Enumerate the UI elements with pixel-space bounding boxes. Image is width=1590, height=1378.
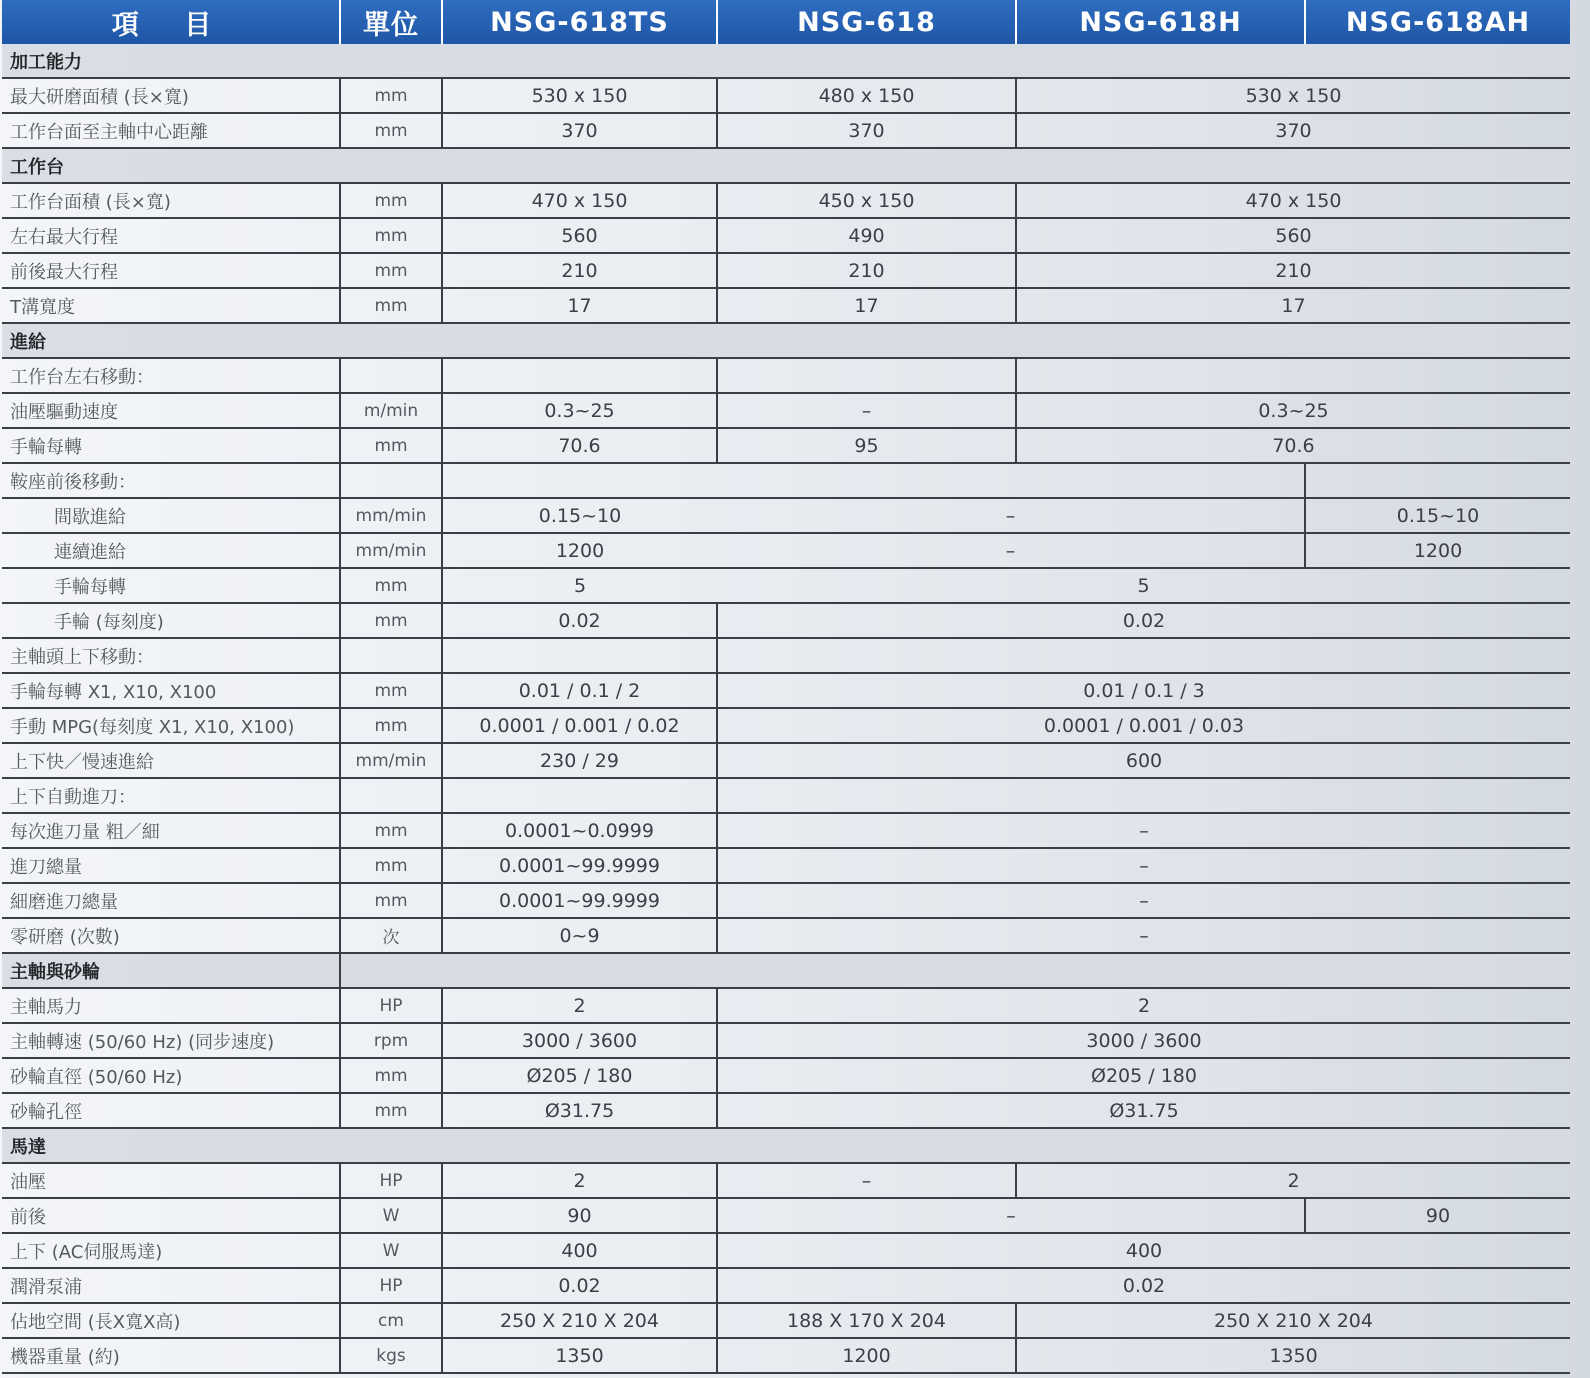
value-618h-618ah: 0.3~25 [1016, 393, 1570, 428]
section-spindle-fill [340, 953, 1570, 988]
row-unit [340, 638, 442, 673]
value-618h-618ah: 560 [1016, 218, 1570, 253]
value-618h-618ah: 250 X 210 X 204 [1016, 1303, 1570, 1338]
section-feed: 進給 [2, 323, 1570, 358]
table-row [2, 183, 1570, 218]
header-model-618ts: NSG-618TS [442, 0, 717, 44]
value-618: – [717, 393, 1016, 428]
value-other-models: 5 [717, 568, 1570, 603]
row-unit: mm [340, 848, 442, 883]
value-618ts [442, 463, 717, 498]
section-row [2, 953, 1570, 988]
table-row [2, 918, 1570, 953]
row-label: 機器重量 (約) [2, 1338, 340, 1373]
value-618h [1016, 463, 1305, 498]
value-618h-618ah: 17 [1016, 288, 1570, 323]
row-unit: rpm [340, 1023, 442, 1058]
row-label: 主軸轉速 (50/60 Hz) (同步速度) [2, 1023, 340, 1058]
table-row [2, 1268, 1570, 1303]
value-618ts: Ø205 / 180 [442, 1058, 717, 1093]
row-unit: mm [340, 78, 442, 113]
row-unit: mm/min [340, 743, 442, 778]
section-row [2, 1128, 1570, 1163]
table-row [2, 988, 1570, 1023]
table-row [2, 1093, 1570, 1128]
value-other-models: 0.0001 / 0.001 / 0.03 [717, 708, 1570, 743]
value-618ts: 0.01 / 0.1 / 2 [442, 673, 717, 708]
value-618h-618ah: 2 [1016, 1163, 1570, 1198]
value-618ts: 0~9 [442, 918, 717, 953]
value-618ts: 250 X 210 X 204 [442, 1303, 717, 1338]
row-label: 砂輪直徑 (50/60 Hz) [2, 1058, 340, 1093]
row-unit: mm/min [340, 498, 442, 533]
value-618: 95 [717, 428, 1016, 463]
section-row [2, 323, 1570, 358]
table-row [2, 1023, 1570, 1058]
value-other-models: 400 [717, 1233, 1570, 1268]
row-label: 連續進給 [2, 533, 340, 568]
value-618h-618ah: 530 x 150 [1016, 78, 1570, 113]
value-618ts: 0.0001~99.9999 [442, 883, 717, 918]
value-618h-618ah [1016, 358, 1570, 393]
header-item: 項 目 [2, 0, 340, 44]
row-unit [340, 358, 442, 393]
value-618ts: 470 x 150 [442, 183, 717, 218]
row-label: 手輪每轉 [2, 428, 340, 463]
value-618ts: 1200 [442, 533, 717, 568]
value-other-models: Ø205 / 180 [717, 1058, 1570, 1093]
value-618ts: 1350 [442, 1338, 717, 1373]
row-unit: mm [340, 428, 442, 463]
section-machining: 加工能力 [2, 44, 1570, 78]
value-618ts: 0.0001 / 0.001 / 0.02 [442, 708, 717, 743]
value-618ts: 0.02 [442, 1268, 717, 1303]
row-label: 手動 MPG(每刻度 X1, X10, X100) [2, 708, 340, 743]
value-618ts: 0.15~10 [442, 498, 717, 533]
table-row [2, 778, 1570, 813]
table-row [2, 428, 1570, 463]
value-618ts: 210 [442, 253, 717, 288]
row-label: 左右最大行程 [2, 218, 340, 253]
value-618-618h: – [717, 533, 1305, 568]
table-row [2, 463, 1570, 498]
value-618ah: 90 [1305, 1198, 1570, 1233]
row-unit: kgs [340, 1338, 442, 1373]
row-label: 上下自動進刀： [2, 778, 340, 813]
table-row [2, 568, 1570, 603]
row-unit: HP [340, 1268, 442, 1303]
row-unit: m/min [340, 393, 442, 428]
row-label: 進刀總量 [2, 848, 340, 883]
table-row [2, 288, 1570, 323]
section-spindle: 主軸與砂輪 [2, 953, 340, 988]
value-618: 370 [717, 113, 1016, 148]
value-618ts: 400 [442, 1233, 717, 1268]
value-618h-618ah: 70.6 [1016, 428, 1570, 463]
section-table: 工作台 [2, 148, 1570, 183]
table-row [2, 638, 1570, 673]
header-model-618: NSG-618 [717, 0, 1016, 44]
row-unit: mm [340, 113, 442, 148]
value-618ts [442, 358, 717, 393]
value-618ts: 17 [442, 288, 717, 323]
row-label: 工作台左右移動： [2, 358, 340, 393]
value-other-models: – [717, 813, 1570, 848]
table-row [2, 358, 1570, 393]
table-row [2, 1163, 1570, 1198]
row-label: 油壓 [2, 1163, 340, 1198]
value-other-models: 600 [717, 743, 1570, 778]
table-row [2, 1303, 1570, 1338]
value-618: – [717, 1163, 1016, 1198]
value-618: 210 [717, 253, 1016, 288]
value-618: 490 [717, 218, 1016, 253]
value-618: 1200 [717, 1338, 1016, 1373]
table-row [2, 813, 1570, 848]
value-618: 450 x 150 [717, 183, 1016, 218]
row-label: 細磨進刀總量 [2, 883, 340, 918]
row-label: T溝寬度 [2, 288, 340, 323]
row-unit: mm [340, 883, 442, 918]
row-label: 油壓驅動速度 [2, 393, 340, 428]
row-unit: mm [340, 673, 442, 708]
row-label: 砂輪孔徑 [2, 1093, 340, 1128]
value-618ts: 0.0001~99.9999 [442, 848, 717, 883]
table-row [2, 393, 1570, 428]
row-unit: mm [340, 253, 442, 288]
row-label: 上下快／慢速進給 [2, 743, 340, 778]
row-unit: mm [340, 708, 442, 743]
row-label: 間歇進給 [2, 498, 340, 533]
section-motor: 馬達 [2, 1128, 1570, 1163]
row-unit [340, 778, 442, 813]
table-row [2, 498, 1570, 533]
row-unit [340, 463, 442, 498]
value-618ts: 3000 / 3600 [442, 1023, 717, 1058]
row-label: 前後 [2, 1198, 340, 1233]
value-other-models: 0.02 [717, 1268, 1570, 1303]
value-618-618h: – [717, 1198, 1305, 1233]
value-618: 188 X 170 X 204 [717, 1303, 1016, 1338]
table-row [2, 1198, 1570, 1233]
value-618ts: 230 / 29 [442, 743, 717, 778]
row-unit: W [340, 1233, 442, 1268]
value-618ts [442, 778, 717, 813]
value-618h-618ah: 370 [1016, 113, 1570, 148]
row-unit: mm/min [340, 533, 442, 568]
value-618ah: 1200 [1305, 533, 1570, 568]
row-unit: mm [340, 603, 442, 638]
value-other-models: 0.01 / 0.1 / 3 [717, 673, 1570, 708]
value-618ts: 0.3~25 [442, 393, 717, 428]
section-row [2, 148, 1570, 183]
table-row [2, 1338, 1570, 1373]
row-label: 手輪每轉 X1, X10, X100 [2, 673, 340, 708]
row-label: 手輪每轉 [2, 568, 340, 603]
value-618 [717, 463, 1016, 498]
row-label: 上下 (AC伺服馬達) [2, 1233, 340, 1268]
table-row [2, 253, 1570, 288]
value-other-models: – [717, 848, 1570, 883]
row-label: 鞍座前後移動： [2, 463, 340, 498]
value-other-models: 2 [717, 988, 1570, 1023]
row-label: 潤滑泵浦 [2, 1268, 340, 1303]
row-unit: mm [340, 218, 442, 253]
value-other-models [717, 638, 1570, 673]
header-model-618ah: NSG-618AH [1305, 0, 1570, 44]
table-row [2, 218, 1570, 253]
row-unit: HP [340, 988, 442, 1023]
row-label: 工作台面至主軸中心距離 [2, 113, 340, 148]
header-unit: 單位 [340, 0, 442, 44]
value-618ts: 370 [442, 113, 717, 148]
spec-table [2, 0, 1570, 1374]
value-618ts: 5 [442, 568, 717, 603]
value-618ts: 90 [442, 1198, 717, 1233]
value-618ts: 560 [442, 218, 717, 253]
row-unit: HP [340, 1163, 442, 1198]
value-other-models: – [717, 918, 1570, 953]
value-618ts: 530 x 150 [442, 78, 717, 113]
table-row [2, 743, 1570, 778]
value-618h-618ah: 470 x 150 [1016, 183, 1570, 218]
table-row [2, 848, 1570, 883]
header-row [2, 0, 1570, 44]
row-unit: mm [340, 1093, 442, 1128]
table-row [2, 533, 1570, 568]
table-row [2, 603, 1570, 638]
row-unit: cm [340, 1303, 442, 1338]
value-other-models: 0.02 [717, 603, 1570, 638]
value-618ts: Ø31.75 [442, 1093, 717, 1128]
value-other-models [717, 778, 1570, 813]
row-label: 每次進刀量 粗／細 [2, 813, 340, 848]
value-618ts: 0.02 [442, 603, 717, 638]
table-row [2, 113, 1570, 148]
row-label: 主軸馬力 [2, 988, 340, 1023]
value-618h-618ah: 1350 [1016, 1338, 1570, 1373]
value-618-618h: – [717, 498, 1305, 533]
value-618: 480 x 150 [717, 78, 1016, 113]
value-618ts: 2 [442, 988, 717, 1023]
value-618ts: 2 [442, 1163, 717, 1198]
row-label: 手輪 (每刻度) [2, 603, 340, 638]
value-other-models: – [717, 883, 1570, 918]
row-unit: 次 [340, 918, 442, 953]
table-row [2, 78, 1570, 113]
value-618ts [442, 638, 717, 673]
row-unit: mm [340, 1058, 442, 1093]
section-row [2, 44, 1570, 78]
header-model-618h: NSG-618H [1016, 0, 1305, 44]
table-row [2, 1233, 1570, 1268]
row-label: 主軸頭上下移動： [2, 638, 340, 673]
row-label: 最大研磨面積 (長×寬) [2, 78, 340, 113]
table-row [2, 883, 1570, 918]
table-row [2, 673, 1570, 708]
table-row [2, 1058, 1570, 1093]
value-618h-618ah: 210 [1016, 253, 1570, 288]
row-unit: mm [340, 813, 442, 848]
value-other-models: 3000 / 3600 [717, 1023, 1570, 1058]
value-other-models: Ø31.75 [717, 1093, 1570, 1128]
row-label: 佔地空間 (長X寬X高) [2, 1303, 340, 1338]
row-unit: mm [340, 568, 442, 603]
row-label: 工作台面積 (長×寬) [2, 183, 340, 218]
row-unit: mm [340, 183, 442, 218]
row-label: 前後最大行程 [2, 253, 340, 288]
row-unit: W [340, 1198, 442, 1233]
table-row [2, 708, 1570, 743]
value-618ts: 0.0001~0.0999 [442, 813, 717, 848]
row-label: 零研磨 (次數) [2, 918, 340, 953]
value-618ah: 0.15~10 [1305, 498, 1570, 533]
value-618ts: 70.6 [442, 428, 717, 463]
value-618: 17 [717, 288, 1016, 323]
value-618 [717, 358, 1016, 393]
value-618ah [1305, 463, 1570, 498]
row-unit: mm [340, 288, 442, 323]
